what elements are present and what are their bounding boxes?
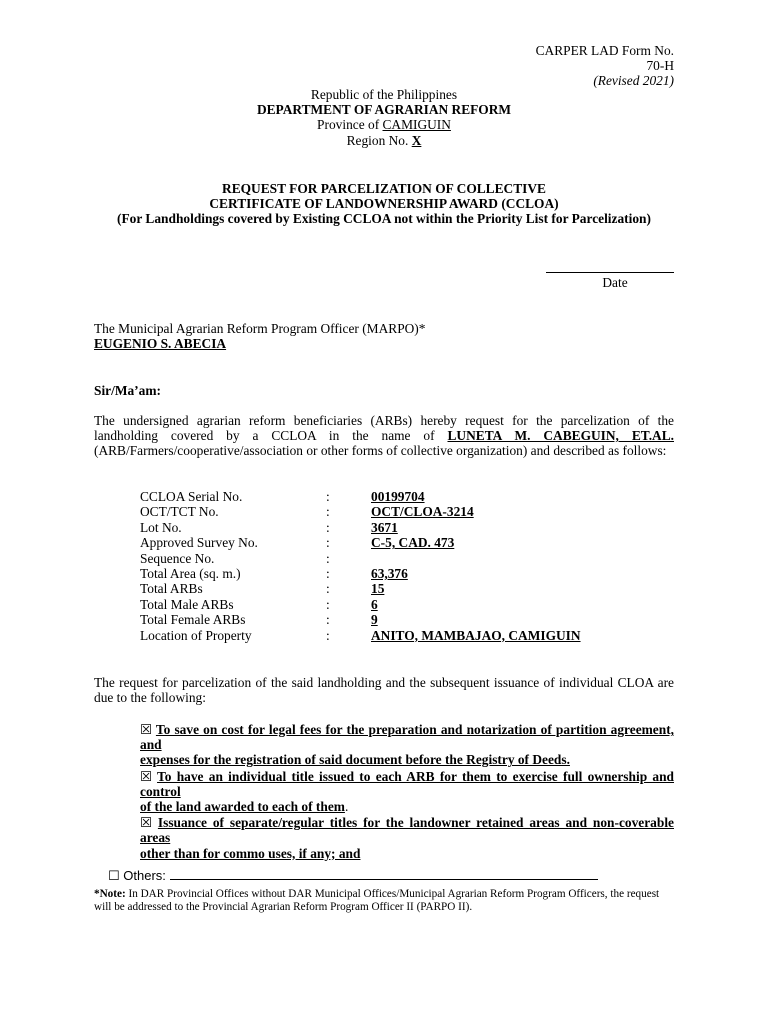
oct-tct-value: OCT/CLOA-3214 (371, 504, 474, 520)
detail-row: Total Female ARBs : 9 (140, 612, 378, 628)
department-name: DEPARTMENT OF AGRARIAN REFORM (256, 102, 512, 118)
checked-checkbox-icon[interactable]: ☒ (140, 768, 153, 784)
female-arbs-value: 9 (371, 612, 378, 628)
ccloa-serial-value: 00199704 (371, 489, 425, 504)
others-input-line[interactable] (170, 868, 598, 880)
property-details (140, 489, 581, 643)
male-arbs-value: 6 (371, 596, 378, 612)
ccloa-holder-name: LUNETA M. CABEGUIN, ET.AL. (447, 428, 674, 444)
form-revision: (Revised 2021) (593, 73, 674, 89)
reason-item: ☒ To save on cost for legal fees for the preparation and notarization of partition agreement, and expenses for the registration of said document before the Registry of Deeds. (140, 722, 674, 768)
detail-row: OCT/TCT No. : OCT/CLOA-3214 (140, 504, 474, 520)
addressee-name: EUGENIO S. ABECIA (94, 336, 227, 352)
total-arbs-value: 15 (371, 581, 385, 597)
date-field[interactable] (546, 262, 674, 273)
title-line-3: (For Landholdings covered by Existing CCLOA not within the Priority List for Parcelization) (117, 211, 651, 227)
region-value: X (411, 132, 422, 148)
location-value: ANITO, MAMBAJAO, CAMIGUIN (371, 627, 581, 643)
salutation: Sir/Ma’am: (94, 383, 161, 398)
lot-no-value: 3671 (371, 519, 398, 535)
detail-row: CCLOA Serial No. : 00199704 (140, 489, 425, 504)
detail-row: Total Male ARBs : 6 (140, 596, 378, 612)
detail-row: Sequence No. : (140, 550, 330, 566)
detail-row: Total Area (sq. m.) : 63,376 (140, 565, 408, 581)
form-number-block (530, 43, 674, 89)
others-option (108, 868, 598, 883)
province-value: CAMIGUIN (382, 117, 451, 133)
title-line-1: REQUEST FOR PARCELIZATION OF COLLECTIVE (222, 181, 546, 196)
total-area-value: 63,376 (371, 565, 408, 581)
detail-row: Lot No. : 3671 (140, 519, 398, 535)
footnote (94, 888, 674, 914)
title-line-2: CERTIFICATE OF LANDOWNERSHIP AWARD (CCLOA) (209, 196, 559, 212)
document-title (94, 181, 674, 227)
reason-item: ☒ Issuance of separate/regular titles for the landowner retained areas and non-coverable areas other than for commo uses, if any; and (140, 815, 674, 861)
request-paragraph: The undersigned agrarian reform beneficiaries (ARBs) hereby request for the parcelization of the landholding covered by a CCLOA in the name of LUNETA M. CABEGUIN, ET.AL. (ARB/Farmers/cooperative/association or other forms of collective organization) and described as follows: (94, 413, 674, 459)
province-line: Province of CAMIGUIN (317, 117, 451, 133)
note-label: *Note: (94, 888, 126, 900)
detail-row: Approved Survey No. : C-5, CAD. 473 (140, 535, 455, 551)
checked-checkbox-icon[interactable]: ☒ (140, 722, 153, 737)
reason-item: ☒ To have an individual title issued to each ARB for them to exercise full ownership and control of the land awarded to each of them. (140, 768, 674, 815)
region-line: Region No. X (346, 132, 422, 148)
unchecked-checkbox-icon[interactable]: ☐ (108, 868, 120, 883)
republic-line: Republic of the Philippines (310, 87, 458, 102)
checked-checkbox-icon[interactable]: ☒ (140, 815, 153, 831)
others-label: Others: (123, 868, 166, 883)
reasons-intro: The request for parcelization of the said landholding and the subsequent issuance of individual CLOA are due to the following: (94, 675, 674, 706)
letterhead (94, 87, 674, 148)
detail-row: Location of Property : ANITO, MAMBAJAO, CAMIGUIN (140, 627, 581, 643)
addressee (94, 321, 674, 351)
reasons-list (140, 722, 674, 862)
form-number: CARPER LAD Form No. 70-H (535, 43, 674, 74)
note-text: In DAR Provincial Offices without DAR Municipal Offices/Municipal Agrarian Reform Program Officers, the request will be addressed to the Provincial Agrarian Reform Program Officer II (PARPO II). (94, 888, 660, 913)
addressee-position: The Municipal Agrarian Reform Program Officer (MARPO)* (94, 321, 426, 336)
date-label: Date (602, 275, 628, 290)
detail-row: Total ARBs : 15 (140, 581, 385, 597)
survey-no-value: C-5, CAD. 473 (371, 535, 455, 551)
